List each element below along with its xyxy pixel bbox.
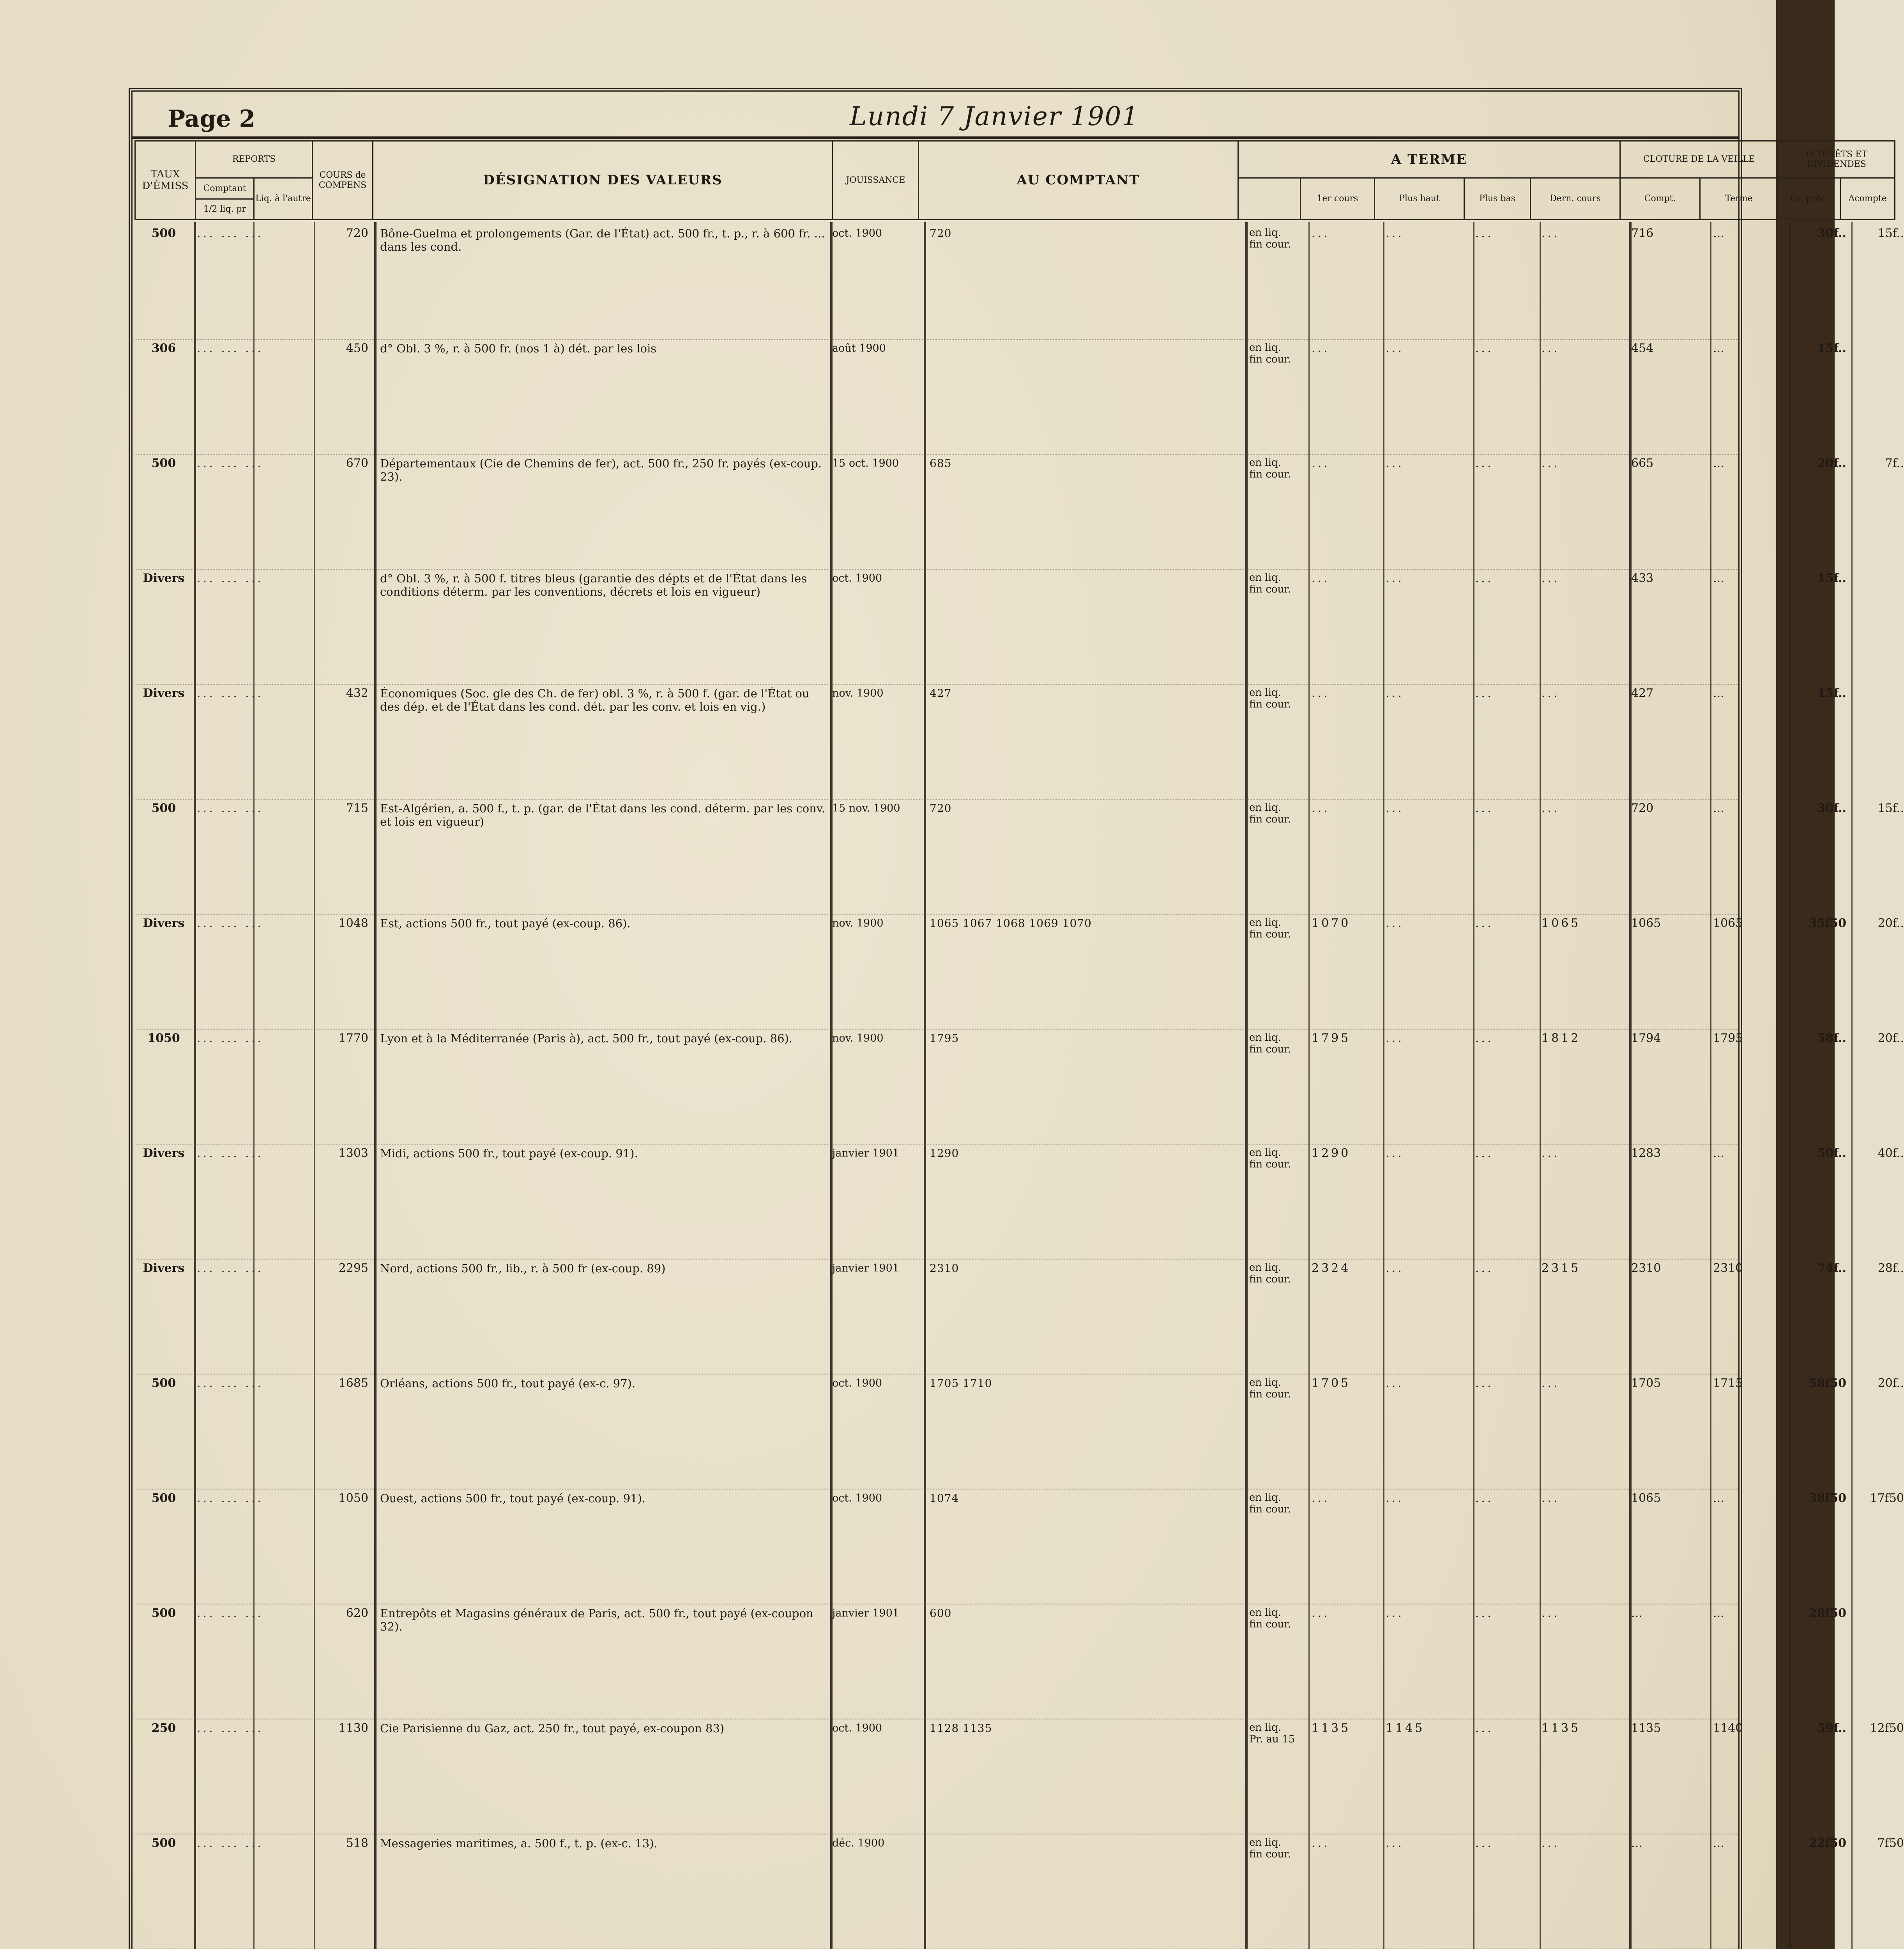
comptant-prices-cell: 720 [930, 227, 952, 240]
comptant-prices-cell: 1065 1067 1068 1069 1070 [930, 917, 1092, 930]
row-rule [134, 339, 1738, 340]
taux-cell: 500 [151, 1606, 176, 1620]
cloture-terme-cell: ... [1713, 456, 1724, 470]
cloture-compt-cell: 2310 [1631, 1261, 1661, 1275]
plus-bas-cell: ... [1475, 571, 1494, 585]
designation-cell: Départementaux (Cie de Chemins de fer), act. 500 fr., 250 fr. payés (ex-coup. 23). [380, 457, 822, 483]
cloture-compt-cell: ... [1631, 1606, 1642, 1620]
jouissance-cell: 15 nov. 1900 [832, 802, 900, 814]
comptant-prices-cell: 1795 [930, 1032, 959, 1045]
dernier-cours-cell: ... [1542, 686, 1560, 700]
ex-prec-cell: 15f.. [1817, 341, 1846, 355]
plus-bas-cell: ... [1475, 1031, 1494, 1045]
terme-type-cell: en liq. fin cour. [1249, 1147, 1291, 1170]
designation-cell: Cie Parisienne du Gaz, act. 250 fr., tout payé, ex-coupon 83) [380, 1722, 725, 1735]
cloture-compt-cell: 1065 [1631, 1491, 1661, 1505]
header-liq-a-lautre: Liq. à l'autre [254, 178, 313, 220]
designation-cell: d° Obl. 3 %, r. à 500 fr. (nos 1 à) dét. par les lois [380, 342, 657, 355]
plus-haut-cell: ... [1386, 1491, 1404, 1505]
ex-prec-cell: 22f50 [1809, 1836, 1846, 1850]
acompte-cell: 40f.. [1877, 1146, 1904, 1160]
reports-cell: ... ... ... [197, 1261, 263, 1275]
designation-cell: Est-Algérien, a. 500 f., t. p. (gar. de l'État dans les cond. déterm. par les conv. et lois en vigueur) [380, 802, 825, 828]
comptant-prices-cell: 1705 1710 [930, 1377, 992, 1390]
header-plus-bas: Plus bas [1464, 178, 1531, 220]
cloture-compt-cell: 1065 [1631, 916, 1661, 930]
terme-type-cell: en liq. Pr. au 15 [1249, 1722, 1295, 1745]
plus-haut-cell: ... [1386, 916, 1404, 930]
issue-date: Lundi 7 Janvier 1901 [850, 101, 1139, 131]
terme-type-cell: en liq. fin cour. [1249, 457, 1291, 480]
acompte-cell: 12f50 [1870, 1721, 1904, 1735]
cours-compens-cell: 1685 [338, 1376, 368, 1390]
terme-type-cell: en liq. fin cour. [1249, 342, 1291, 365]
table-row [134, 1606, 1846, 1717]
premier-cours-cell: 1070 [1312, 916, 1351, 930]
jouissance-cell: oct. 1900 [832, 1492, 882, 1504]
cloture-terme-cell: ... [1713, 1491, 1724, 1505]
designation-cell: Ouest, actions 500 fr., tout payé (ex-coup. 91). [380, 1492, 646, 1505]
reports-cell: ... ... ... [197, 1031, 263, 1045]
terme-type-cell: en liq. fin cour. [1249, 572, 1291, 595]
cours-compens-cell: 670 [346, 456, 368, 470]
ex-prec-cell: 38f50 [1809, 1491, 1846, 1505]
page-header [133, 101, 1738, 136]
jouissance-cell: oct. 1900 [832, 227, 882, 239]
header-cours-compens: COURS de COMPENS [313, 141, 373, 220]
plus-haut-cell: ... [1386, 801, 1404, 815]
header-terme-blank [1238, 178, 1301, 220]
table-row [134, 1031, 1904, 1142]
plus-bas-cell: ... [1475, 916, 1494, 930]
plus-haut-cell: ... [1386, 1261, 1404, 1275]
ex-prec-cell: 58f50 [1809, 1376, 1846, 1390]
page-number: Page 2 [168, 105, 256, 133]
table-row [134, 1836, 1904, 1947]
header-liq: 1/2 liq. pr [196, 199, 254, 219]
cours-compens-cell: 620 [346, 1606, 368, 1620]
terme-type-cell: en liq. fin cour. [1249, 1607, 1291, 1630]
header-rule [133, 136, 1738, 139]
dernier-cours-cell: ... [1542, 1491, 1560, 1505]
plus-haut-cell: ... [1386, 1836, 1404, 1850]
acompte-cell: 20f.. [1877, 1376, 1904, 1390]
header-ex-prec: Ex. préc. [1778, 178, 1840, 220]
plus-bas-cell: ... [1475, 1261, 1494, 1275]
premier-cours-cell: ... [1312, 1491, 1330, 1505]
comptant-prices-cell: 1074 [930, 1492, 959, 1505]
reports-cell: ... ... ... [197, 1146, 263, 1160]
jouissance-cell: oct. 1900 [832, 1722, 882, 1734]
ex-prec-cell: 58f.. [1817, 1031, 1846, 1045]
binding-spine [1776, 0, 1835, 1949]
cloture-compt-cell: 427 [1631, 686, 1654, 700]
reports-cell: ... ... ... [197, 226, 263, 240]
plus-haut-cell: ... [1386, 456, 1404, 470]
cloture-compt-cell: ... [1631, 1836, 1642, 1850]
plus-bas-cell: ... [1475, 1721, 1494, 1735]
taux-cell: Divers [143, 571, 185, 585]
cloture-compt-cell: 720 [1631, 801, 1654, 815]
cloture-terme-cell: ... [1713, 801, 1724, 815]
cours-compens-cell: 720 [346, 226, 368, 240]
taux-cell: 500 [151, 1836, 176, 1850]
ex-prec-cell: 15f.. [1817, 571, 1846, 585]
designation-cell: Orléans, actions 500 fr., tout payé (ex-c. 97). [380, 1377, 636, 1390]
reports-cell: ... ... ... [197, 571, 263, 585]
reports-cell: ... ... ... [197, 1721, 263, 1735]
cours-compens-cell: 1303 [338, 1146, 368, 1160]
plus-haut-cell: 1145 [1386, 1721, 1425, 1735]
cloture-compt-cell: 665 [1631, 456, 1654, 470]
ex-prec-cell: 74f.. [1817, 1261, 1846, 1275]
taux-cell: 500 [151, 1491, 176, 1505]
premier-cours-cell: 1135 [1312, 1721, 1351, 1735]
ex-prec-cell: 59f.. [1817, 1721, 1846, 1735]
premier-cours-cell: 1290 [1312, 1146, 1351, 1160]
taux-cell: 250 [151, 1721, 176, 1735]
acompte-cell: 20f.. [1877, 916, 1904, 930]
cours-compens-cell: 1130 [338, 1721, 368, 1735]
dernier-cours-cell: 1065 [1542, 916, 1581, 930]
acompte-cell: 20f.. [1877, 1031, 1904, 1045]
taux-label: TAUX [150, 168, 180, 180]
plus-bas-cell: ... [1475, 1606, 1494, 1620]
header-plus-haut: Plus haut [1375, 178, 1464, 220]
cloture-terme-cell: ... [1713, 1836, 1724, 1850]
reports-cell: ... ... ... [197, 1491, 263, 1505]
header-reports: REPORTS [196, 141, 313, 178]
jouissance-cell: 15 oct. 1900 [832, 457, 899, 469]
acompte-cell: 15f.. [1877, 226, 1904, 240]
header-cloture-compt: Compt. [1620, 178, 1700, 220]
cloture-terme-cell: 2310 [1713, 1261, 1743, 1275]
cloture-terme-cell: ... [1713, 1146, 1724, 1160]
designation-cell: Messageries maritimes, a. 500 f., t. p. (ex-c. 13). [380, 1837, 658, 1850]
table-row [134, 916, 1904, 1027]
premier-cours-cell: 1705 [1312, 1376, 1351, 1390]
table-row [134, 226, 1904, 337]
header-comptant: Comptant [196, 178, 254, 199]
header-cloture: CLOTURE DE LA VEILLE [1620, 141, 1778, 178]
dernier-cours-cell: ... [1542, 801, 1560, 815]
header-interets: INTÉRÊTS ET DIVIDENDES [1778, 141, 1895, 178]
dernier-cours-cell: ... [1542, 1376, 1560, 1390]
designation-cell: Est, actions 500 fr., tout payé (ex-coup. 86). [380, 917, 631, 930]
designation-cell: Nord, actions 500 fr., lib., r. à 500 fr (ex-coup. 89) [380, 1262, 666, 1275]
cloture-terme-cell: ... [1713, 226, 1724, 240]
premier-cours-cell: ... [1312, 341, 1330, 355]
dernier-cours-cell: ... [1542, 456, 1560, 470]
cloture-terme-cell: ... [1713, 571, 1724, 585]
ex-prec-cell: 20f.. [1817, 456, 1846, 470]
table-row [134, 1376, 1904, 1487]
reports-cell: ... ... ... [197, 916, 263, 930]
plus-haut-cell: ... [1386, 1376, 1404, 1390]
taux-cell: 500 [151, 801, 176, 815]
table-row [134, 1261, 1904, 1372]
terme-type-cell: en liq. fin cour. [1249, 227, 1291, 250]
taux-cell: Divers [143, 916, 185, 930]
terme-type-cell: en liq. fin cour. [1249, 687, 1291, 710]
jouissance-cell: janvier 1901 [832, 1147, 899, 1159]
table-row [134, 456, 1904, 567]
ex-prec-cell: 30f.. [1817, 226, 1846, 240]
terme-type-cell: en liq. fin cour. [1249, 1262, 1291, 1285]
table-row [134, 1721, 1904, 1832]
ex-prec-cell: 15f.. [1817, 686, 1846, 700]
terme-type-cell: en liq. fin cour. [1249, 1837, 1291, 1860]
terme-type-cell: en liq. fin cour. [1249, 802, 1291, 825]
comptant-prices-cell: 600 [930, 1607, 952, 1620]
comptant-prices-cell: 685 [930, 457, 952, 470]
cloture-terme-cell: 1140 [1713, 1721, 1743, 1735]
taux-cell: 500 [151, 1376, 176, 1390]
taux-cell: Divers [143, 1261, 185, 1275]
premier-cours-cell: ... [1312, 456, 1330, 470]
header-dernier-cours: Dern. cours [1531, 178, 1620, 220]
jouissance-cell: janvier 1901 [832, 1262, 899, 1274]
cours-compens-cell: 1050 [338, 1491, 368, 1505]
reports-cell: ... ... ... [197, 341, 263, 355]
plus-haut-cell: ... [1386, 1606, 1404, 1620]
premier-cours-cell: ... [1312, 801, 1330, 815]
cours-compens-cell: 1770 [338, 1031, 368, 1045]
terme-type-cell: en liq. fin cour. [1249, 1492, 1291, 1515]
reports-cell: ... ... ... [197, 456, 263, 470]
jouissance-cell: oct. 1900 [832, 572, 882, 584]
column-rule [1789, 222, 1791, 1949]
plus-bas-cell: ... [1475, 226, 1494, 240]
ex-prec-cell: 28f50 [1809, 1606, 1846, 1620]
cloture-compt-cell: 454 [1631, 341, 1654, 355]
table-row [134, 341, 1846, 452]
terme-type-cell: en liq. fin cour. [1249, 1377, 1291, 1400]
dernier-cours-cell: 1135 [1542, 1721, 1581, 1735]
cloture-terme-cell: 1065 [1713, 916, 1743, 930]
cloture-compt-cell: 433 [1631, 571, 1654, 585]
acompte-cell: 7f.. [1885, 456, 1904, 470]
designation-cell: Midi, actions 500 fr., tout payé (ex-coup. 91). [380, 1147, 638, 1160]
terme-type-cell: en liq. fin cour. [1249, 917, 1291, 940]
table-row [134, 1146, 1904, 1257]
reports-cell: ... ... ... [197, 686, 263, 700]
comptant-prices-cell: 1128 1135 [930, 1722, 992, 1735]
jouissance-cell: nov. 1900 [832, 917, 884, 929]
cours-compens-cell: 518 [346, 1836, 368, 1850]
terme-type-cell: en liq. fin cour. [1249, 1032, 1291, 1055]
jouissance-cell: nov. 1900 [832, 1032, 884, 1044]
jouissance-cell: oct. 1900 [832, 1377, 882, 1389]
jouissance-cell: déc. 1900 [832, 1837, 885, 1849]
plus-haut-cell: ... [1386, 341, 1404, 355]
plus-bas-cell: ... [1475, 1146, 1494, 1160]
cours-compens-cell: 1048 [338, 916, 368, 930]
cloture-compt-cell: 1283 [1631, 1146, 1661, 1160]
ex-prec-cell: 35f50 [1809, 916, 1846, 930]
designation-cell: Économiques (Soc. gle des Ch. de fer) obl. 3 %, r. à 500 f. (gar. de l'État ou des dép. et de l'État dans les cond. dét. par les conv. et lois en vig.) [380, 687, 810, 713]
row-rule [134, 454, 1738, 455]
plus-bas-cell: ... [1475, 686, 1494, 700]
header-cloture-terme: Terme [1700, 178, 1778, 220]
cloture-terme-cell: 1795 [1713, 1031, 1743, 1045]
ex-prec-cell: 50f.. [1817, 1146, 1846, 1160]
premier-cours-cell: 1795 [1312, 1031, 1351, 1045]
dernier-cours-cell: ... [1542, 226, 1560, 240]
premier-cours-cell: ... [1312, 1836, 1330, 1850]
designation-cell: Bône-Guelma et prolongements (Gar. de l'État) act. 500 fr., t. p., r. à 600 fr. ... dans les cond. [380, 227, 825, 253]
reports-cell: ... ... ... [197, 1376, 263, 1390]
column-header-table [134, 140, 1895, 220]
header-a-terme: A TERME [1238, 141, 1620, 178]
taux-cell: 500 [151, 226, 176, 240]
plus-bas-cell: ... [1475, 456, 1494, 470]
comptant-prices-cell: 1290 [930, 1147, 959, 1160]
table-row [134, 686, 1846, 797]
acompte-cell: 17f50 [1870, 1491, 1904, 1505]
cours-compens-cell: 450 [346, 341, 368, 355]
plus-haut-cell: ... [1386, 571, 1404, 585]
table-row [134, 1491, 1904, 1602]
cours-compens-cell: 715 [346, 801, 368, 815]
cours-compens-cell: 2295 [338, 1261, 368, 1275]
premier-cours-cell: ... [1312, 226, 1330, 240]
acompte-cell: 15f.. [1877, 801, 1904, 815]
acompte-cell: 7f50 [1877, 1836, 1904, 1850]
comptant-prices-cell: 2310 [930, 1262, 959, 1275]
cloture-terme-cell: ... [1713, 341, 1724, 355]
column-rule [1851, 222, 1853, 1949]
reports-cell: ... ... ... [197, 1836, 263, 1850]
cloture-compt-cell: 1135 [1631, 1721, 1661, 1735]
header-jouissance: JOUISSANCE [833, 141, 919, 220]
cours-compens-cell: 432 [346, 686, 368, 700]
acompte-cell: 28f.. [1877, 1261, 1904, 1275]
cloture-terme-cell: 1715 [1713, 1376, 1743, 1390]
reports-cell: ... ... ... [197, 1606, 263, 1620]
dernier-cours-cell: ... [1542, 341, 1560, 355]
plus-haut-cell: ... [1386, 226, 1404, 240]
cloture-terme-cell: ... [1713, 686, 1724, 700]
cloture-compt-cell: 1794 [1631, 1031, 1661, 1045]
comptant-prices-cell: 720 [930, 802, 952, 815]
header-premier-cours: 1er cours [1301, 178, 1375, 220]
premier-cours-cell: ... [1312, 1606, 1330, 1620]
plus-bas-cell: ... [1475, 801, 1494, 815]
dernier-cours-cell: ... [1542, 571, 1560, 585]
plus-bas-cell: ... [1475, 1491, 1494, 1505]
jouissance-cell: août 1900 [832, 342, 886, 354]
header-designation: DÉSIGNATION DES VALEURS [373, 141, 833, 220]
dernier-cours-cell: ... [1542, 1606, 1560, 1620]
cloture-terme-cell: ... [1713, 1606, 1724, 1620]
designation-cell: d° Obl. 3 %, r. à 500 f. titres bleus (garantie des dépts et de l'État dans les conditions déterm. par les conventions, décrets et lois en vigueur) [380, 572, 807, 598]
dernier-cours-cell: ... [1542, 1146, 1560, 1160]
plus-bas-cell: ... [1475, 341, 1494, 355]
taux-sublabel: D'ÉMISS [142, 180, 189, 192]
header-acompte: Acompte [1840, 178, 1895, 220]
dernier-cours-cell: ... [1542, 1836, 1560, 1850]
header-taux [135, 141, 196, 220]
premier-cours-cell: ... [1312, 571, 1330, 585]
jouissance-cell: janvier 1901 [832, 1607, 899, 1619]
table-row [134, 571, 1846, 682]
ex-prec-cell: 30f.. [1817, 801, 1846, 815]
plus-haut-cell: ... [1386, 1146, 1404, 1160]
taux-cell: Divers [143, 1146, 185, 1160]
quotation-table-body [134, 222, 1904, 1949]
plus-bas-cell: ... [1475, 1836, 1494, 1850]
taux-cell: 500 [151, 456, 176, 470]
jouissance-cell: nov. 1900 [832, 687, 884, 699]
plus-bas-cell: ... [1475, 1376, 1494, 1390]
taux-cell: Divers [143, 686, 185, 700]
plus-haut-cell: ... [1386, 686, 1404, 700]
reports-cell: ... ... ... [197, 801, 263, 815]
comptant-prices-cell: 427 [930, 687, 952, 700]
dernier-cours-cell: 1812 [1542, 1031, 1581, 1045]
taux-cell: 1050 [147, 1031, 180, 1045]
dernier-cours-cell: 2315 [1542, 1261, 1581, 1275]
taux-cell: 306 [151, 341, 176, 355]
designation-cell: Lyon et à la Méditerranée (Paris à), act. 500 fr., tout payé (ex-coup. 86). [380, 1032, 793, 1045]
header-au-comptant: AU COMPTANT [919, 141, 1238, 220]
table-row [134, 801, 1904, 912]
premier-cours-cell: 2324 [1312, 1261, 1351, 1275]
premier-cours-cell: ... [1312, 686, 1330, 700]
cloture-compt-cell: 1705 [1631, 1376, 1661, 1390]
designation-cell: Entrepôts et Magasins généraux de Paris, act. 500 fr., tout payé (ex-coupon 32). [380, 1607, 813, 1633]
cloture-compt-cell: 716 [1631, 226, 1654, 240]
plus-haut-cell: ... [1386, 1031, 1404, 1045]
